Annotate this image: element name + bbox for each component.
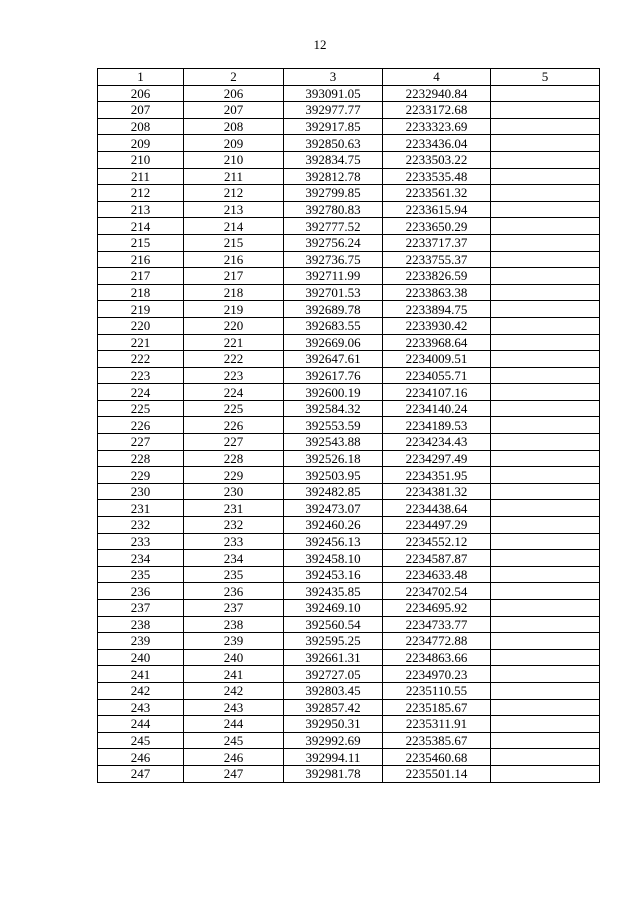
- table-cell-col-1: 214: [98, 218, 184, 235]
- table-cell-col-4: 2233436.04: [383, 135, 491, 152]
- table-cell-col-2: 228: [184, 450, 284, 467]
- table-cell-col-2: 209: [184, 135, 284, 152]
- table-header: [98, 69, 600, 86]
- table-cell-col-3: 392661.31: [284, 649, 383, 666]
- table-cell-col-1: 225: [98, 400, 184, 417]
- table-cell-col-2: 232: [184, 517, 284, 534]
- table-row: [98, 218, 600, 235]
- table-cell-col-3: 392453.16: [284, 566, 383, 583]
- table-cell-col-2: 220: [184, 317, 284, 334]
- table-row: [98, 85, 600, 102]
- table-cell-col-4: 2234552.12: [383, 533, 491, 550]
- table-cell-col-4: 2232940.84: [383, 85, 491, 102]
- table-cell-col-1: 228: [98, 450, 184, 467]
- table-cell-col-2: 217: [184, 268, 284, 285]
- table-cell-col-1: 234: [98, 550, 184, 567]
- table-row: [98, 500, 600, 517]
- table-cell-col-4: 2234107.16: [383, 384, 491, 401]
- table-cell-col-1: 222: [98, 351, 184, 368]
- table-cell-col-1: 236: [98, 583, 184, 600]
- table-cell-col-2: 240: [184, 649, 284, 666]
- table-cell-col-1: 242: [98, 682, 184, 699]
- header-row: [98, 69, 600, 86]
- table-cell-col-1: 208: [98, 118, 184, 135]
- table-cell-col-2: 211: [184, 168, 284, 185]
- table-row: [98, 699, 600, 716]
- table-cell-col-5: [491, 284, 600, 301]
- table-cell-col-5: [491, 682, 600, 699]
- table-cell-col-1: 219: [98, 301, 184, 318]
- coordinates-table: [97, 68, 600, 783]
- table-cell-col-3: 392553.59: [284, 417, 383, 434]
- table-cell-col-5: [491, 450, 600, 467]
- table-row: [98, 716, 600, 733]
- table-cell-col-1: 211: [98, 168, 184, 185]
- table-cell-col-3: 392780.83: [284, 201, 383, 218]
- table-cell-col-4: 2234009.51: [383, 351, 491, 368]
- table-cell-col-3: 392857.42: [284, 699, 383, 716]
- table-cell-col-5: [491, 649, 600, 666]
- table-row: [98, 550, 600, 567]
- table-row: [98, 185, 600, 202]
- table-cell-col-2: 237: [184, 600, 284, 617]
- table-cell-col-4: 2234772.88: [383, 633, 491, 650]
- table-cell-col-4: 2233755.37: [383, 251, 491, 268]
- table-cell-col-5: [491, 151, 600, 168]
- table-row: [98, 351, 600, 368]
- table-cell-col-2: 238: [184, 616, 284, 633]
- table-cell-col-5: [491, 367, 600, 384]
- table-row: [98, 616, 600, 633]
- table-cell-col-5: [491, 102, 600, 119]
- table-cell-col-3: 392600.19: [284, 384, 383, 401]
- table-cell-col-1: 224: [98, 384, 184, 401]
- table-row: [98, 517, 600, 534]
- table-cell-col-5: [491, 517, 600, 534]
- table-cell-col-2: 239: [184, 633, 284, 650]
- table-cell-col-2: 234: [184, 550, 284, 567]
- table-row: [98, 284, 600, 301]
- table-cell-col-3: 392482.85: [284, 483, 383, 500]
- table-cell-col-1: 229: [98, 467, 184, 484]
- table-cell-col-1: 246: [98, 749, 184, 766]
- table-row: [98, 749, 600, 766]
- table-cell-col-4: 2233323.69: [383, 118, 491, 135]
- table-cell-col-4: 2233826.59: [383, 268, 491, 285]
- table-row: [98, 417, 600, 434]
- table-cell-col-4: 2234863.66: [383, 649, 491, 666]
- table-cell-col-5: [491, 251, 600, 268]
- table-cell-col-2: 236: [184, 583, 284, 600]
- table-cell-col-1: 221: [98, 334, 184, 351]
- table-cell-col-5: [491, 583, 600, 600]
- table-row: [98, 400, 600, 417]
- table-cell-col-1: 227: [98, 434, 184, 451]
- table-cell-col-1: 232: [98, 517, 184, 534]
- table-cell-col-4: 2235110.55: [383, 682, 491, 699]
- table-cell-col-2: 219: [184, 301, 284, 318]
- table-cell-col-3: 392617.76: [284, 367, 383, 384]
- table-cell-col-1: 230: [98, 483, 184, 500]
- table-cell-col-5: [491, 301, 600, 318]
- table-cell-col-4: 2233968.64: [383, 334, 491, 351]
- table-cell-col-5: [491, 566, 600, 583]
- table-cell-col-4: 2235311.91: [383, 716, 491, 733]
- table-cell-col-5: [491, 716, 600, 733]
- table-cell-col-1: 223: [98, 367, 184, 384]
- table-cell-col-4: 2233561.32: [383, 185, 491, 202]
- table-cell-col-2: 245: [184, 732, 284, 749]
- table-cell-col-5: [491, 765, 600, 782]
- table-cell-col-3: 392803.45: [284, 682, 383, 699]
- table-cell-col-3: 392812.78: [284, 168, 383, 185]
- table-cell-col-3: 392736.75: [284, 251, 383, 268]
- table-cell-col-5: [491, 483, 600, 500]
- table-cell-col-3: 392950.31: [284, 716, 383, 733]
- table-cell-col-5: [491, 234, 600, 251]
- table-cell-col-1: 215: [98, 234, 184, 251]
- table-row: [98, 583, 600, 600]
- table-cell-col-4: 2234633.48: [383, 566, 491, 583]
- table-cell-col-3: 392560.54: [284, 616, 383, 633]
- table-cell-col-3: 392756.24: [284, 234, 383, 251]
- table-row: [98, 234, 600, 251]
- table-cell-col-5: [491, 417, 600, 434]
- table-cell-col-4: 2233717.37: [383, 234, 491, 251]
- table-cell-col-4: 2234695.92: [383, 600, 491, 617]
- table-row: [98, 633, 600, 650]
- table-cell-col-3: 392727.05: [284, 666, 383, 683]
- table-cell-col-5: [491, 749, 600, 766]
- table-cell-col-2: 230: [184, 483, 284, 500]
- table-cell-col-3: 392834.75: [284, 151, 383, 168]
- table-cell-col-4: 2235501.14: [383, 765, 491, 782]
- table-row: [98, 483, 600, 500]
- table-cell-col-5: [491, 616, 600, 633]
- table-cell-col-4: 2234234.43: [383, 434, 491, 451]
- table-cell-col-1: 217: [98, 268, 184, 285]
- table-cell-col-2: 212: [184, 185, 284, 202]
- table-cell-col-5: [491, 699, 600, 716]
- column-header-2: 2: [184, 69, 284, 86]
- table-cell-col-1: 240: [98, 649, 184, 666]
- table-cell-col-4: 2233863.38: [383, 284, 491, 301]
- table-cell-col-2: 247: [184, 765, 284, 782]
- table-row: [98, 168, 600, 185]
- table-cell-col-4: 2233172.68: [383, 102, 491, 119]
- table-row: [98, 301, 600, 318]
- table-cell-col-5: [491, 467, 600, 484]
- column-header-3: 3: [284, 69, 383, 86]
- table-cell-col-4: 2234140.24: [383, 400, 491, 417]
- table-cell-col-2: 227: [184, 434, 284, 451]
- table-cell-col-2: 233: [184, 533, 284, 550]
- table-cell-col-3: 392460.26: [284, 517, 383, 534]
- table-cell-col-3: 392850.63: [284, 135, 383, 152]
- table-cell-col-2: 229: [184, 467, 284, 484]
- table-row: [98, 334, 600, 351]
- table-cell-col-3: 392777.52: [284, 218, 383, 235]
- table-cell-col-3: 392992.69: [284, 732, 383, 749]
- table-cell-col-2: 224: [184, 384, 284, 401]
- table-cell-col-5: [491, 334, 600, 351]
- table-cell-col-5: [491, 400, 600, 417]
- table-cell-col-1: 220: [98, 317, 184, 334]
- table-cell-col-5: [491, 600, 600, 617]
- table-cell-col-2: 223: [184, 367, 284, 384]
- table-row: [98, 450, 600, 467]
- table-cell-col-3: 392981.78: [284, 765, 383, 782]
- table-cell-col-4: 2235385.67: [383, 732, 491, 749]
- table-cell-col-2: 208: [184, 118, 284, 135]
- table-row: [98, 467, 600, 484]
- table-cell-col-2: 242: [184, 682, 284, 699]
- table-cell-col-5: [491, 434, 600, 451]
- table-cell-col-3: 392977.77: [284, 102, 383, 119]
- table-cell-col-5: [491, 666, 600, 683]
- table-cell-col-1: 213: [98, 201, 184, 218]
- table-row: [98, 533, 600, 550]
- table-cell-col-5: [491, 135, 600, 152]
- table-row: [98, 384, 600, 401]
- table-cell-col-4: 2233650.29: [383, 218, 491, 235]
- table-cell-col-1: 216: [98, 251, 184, 268]
- table-cell-col-4: 2235185.67: [383, 699, 491, 716]
- table-cell-col-4: 2233503.22: [383, 151, 491, 168]
- table-row: [98, 434, 600, 451]
- table-cell-col-5: [491, 268, 600, 285]
- table-row: [98, 201, 600, 218]
- table-cell-col-4: 2234189.53: [383, 417, 491, 434]
- table-cell-col-1: 235: [98, 566, 184, 583]
- table-cell-col-5: [491, 351, 600, 368]
- table-cell-col-1: 209: [98, 135, 184, 152]
- table-cell-col-3: 392469.10: [284, 600, 383, 617]
- table-cell-col-4: 2234702.54: [383, 583, 491, 600]
- table-row: [98, 732, 600, 749]
- table-cell-col-4: 2234438.64: [383, 500, 491, 517]
- table-cell-col-5: [491, 185, 600, 202]
- table-cell-col-3: 392543.88: [284, 434, 383, 451]
- table-cell-col-2: 213: [184, 201, 284, 218]
- table-cell-col-5: [491, 550, 600, 567]
- table-cell-col-2: 226: [184, 417, 284, 434]
- table-cell-col-2: 216: [184, 251, 284, 268]
- table-cell-col-2: 218: [184, 284, 284, 301]
- table-cell-col-1: 207: [98, 102, 184, 119]
- table-cell-col-2: 225: [184, 400, 284, 417]
- table-cell-col-1: 243: [98, 699, 184, 716]
- table-row: [98, 102, 600, 119]
- table-cell-col-5: [491, 533, 600, 550]
- table-cell-col-1: 206: [98, 85, 184, 102]
- table-row: [98, 118, 600, 135]
- table-cell-col-3: 392711.99: [284, 268, 383, 285]
- column-header-4: 4: [383, 69, 491, 86]
- table-cell-col-2: 241: [184, 666, 284, 683]
- table-cell-col-4: 2234297.49: [383, 450, 491, 467]
- table-cell-col-2: 244: [184, 716, 284, 733]
- table-row: [98, 682, 600, 699]
- table-cell-col-4: 2235460.68: [383, 749, 491, 766]
- table-cell-col-5: [491, 500, 600, 517]
- table-cell-col-3: 392503.95: [284, 467, 383, 484]
- table-cell-col-5: [491, 85, 600, 102]
- table-cell-col-5: [491, 168, 600, 185]
- table-cell-col-1: 241: [98, 666, 184, 683]
- table-cell-col-3: 392799.85: [284, 185, 383, 202]
- table-cell-col-5: [491, 384, 600, 401]
- table-cell-col-1: 210: [98, 151, 184, 168]
- table-cell-col-1: 244: [98, 716, 184, 733]
- table-cell-col-3: 392595.25: [284, 633, 383, 650]
- table-cell-col-2: 210: [184, 151, 284, 168]
- table-cell-col-3: 392456.13: [284, 533, 383, 550]
- table-row: [98, 367, 600, 384]
- table-cell-col-1: 212: [98, 185, 184, 202]
- table-cell-col-1: 226: [98, 417, 184, 434]
- table-row: [98, 135, 600, 152]
- table-row: [98, 317, 600, 334]
- table-row: [98, 600, 600, 617]
- table-cell-col-3: 392669.06: [284, 334, 383, 351]
- table-cell-col-4: 2233535.48: [383, 168, 491, 185]
- table-cell-col-3: 392435.85: [284, 583, 383, 600]
- table-cell-col-5: [491, 218, 600, 235]
- table-cell-col-3: 392526.18: [284, 450, 383, 467]
- table-cell-col-3: 392683.55: [284, 317, 383, 334]
- table-row: [98, 765, 600, 782]
- table-row: [98, 251, 600, 268]
- table-row: [98, 649, 600, 666]
- table-cell-col-1: 218: [98, 284, 184, 301]
- table-cell-col-4: 2233930.42: [383, 317, 491, 334]
- table-cell-col-1: 233: [98, 533, 184, 550]
- table-cell-col-1: 237: [98, 600, 184, 617]
- table-cell-col-2: 206: [184, 85, 284, 102]
- table-cell-col-1: 245: [98, 732, 184, 749]
- table-cell-col-1: 239: [98, 633, 184, 650]
- table-cell-col-3: 393091.05: [284, 85, 383, 102]
- table-cell-col-3: 392917.85: [284, 118, 383, 135]
- table-row: [98, 268, 600, 285]
- table-cell-col-3: 392994.11: [284, 749, 383, 766]
- table-cell-col-3: 392689.78: [284, 301, 383, 318]
- table-cell-col-5: [491, 732, 600, 749]
- table-cell-col-3: 392458.10: [284, 550, 383, 567]
- page-number: 12: [313, 37, 327, 52]
- table-cell-col-4: 2234497.29: [383, 517, 491, 534]
- table-cell-col-5: [491, 317, 600, 334]
- table-cell-col-4: 2234970.23: [383, 666, 491, 683]
- table-cell-col-2: 222: [184, 351, 284, 368]
- table-cell-col-2: 215: [184, 234, 284, 251]
- table-cell-col-2: 231: [184, 500, 284, 517]
- table-body: [98, 85, 600, 782]
- table-cell-col-4: 2234351.95: [383, 467, 491, 484]
- table-row: [98, 566, 600, 583]
- table-cell-col-3: 392647.61: [284, 351, 383, 368]
- table-cell-col-3: 392473.07: [284, 500, 383, 517]
- column-header-5: 5: [491, 69, 600, 86]
- table-cell-col-2: 235: [184, 566, 284, 583]
- table-row: [98, 666, 600, 683]
- table-cell-col-3: 392584.32: [284, 400, 383, 417]
- table-cell-col-4: 2234381.32: [383, 483, 491, 500]
- table-cell-col-2: 214: [184, 218, 284, 235]
- table-cell-col-4: 2234587.87: [383, 550, 491, 567]
- table-cell-col-1: 247: [98, 765, 184, 782]
- table-cell-col-2: 221: [184, 334, 284, 351]
- column-header-1: 1: [98, 69, 184, 86]
- table-cell-col-5: [491, 118, 600, 135]
- table-cell-col-1: 238: [98, 616, 184, 633]
- table-cell-col-2: 243: [184, 699, 284, 716]
- table-cell-col-2: 246: [184, 749, 284, 766]
- table-cell-col-5: [491, 201, 600, 218]
- table-cell-col-4: 2233615.94: [383, 201, 491, 218]
- table-row: [98, 151, 600, 168]
- table-cell-col-4: 2234733.77: [383, 616, 491, 633]
- table-cell-col-4: 2234055.71: [383, 367, 491, 384]
- table-cell-col-5: [491, 633, 600, 650]
- table-cell-col-3: 392701.53: [284, 284, 383, 301]
- table-cell-col-1: 231: [98, 500, 184, 517]
- table-cell-col-4: 2233894.75: [383, 301, 491, 318]
- table-cell-col-2: 207: [184, 102, 284, 119]
